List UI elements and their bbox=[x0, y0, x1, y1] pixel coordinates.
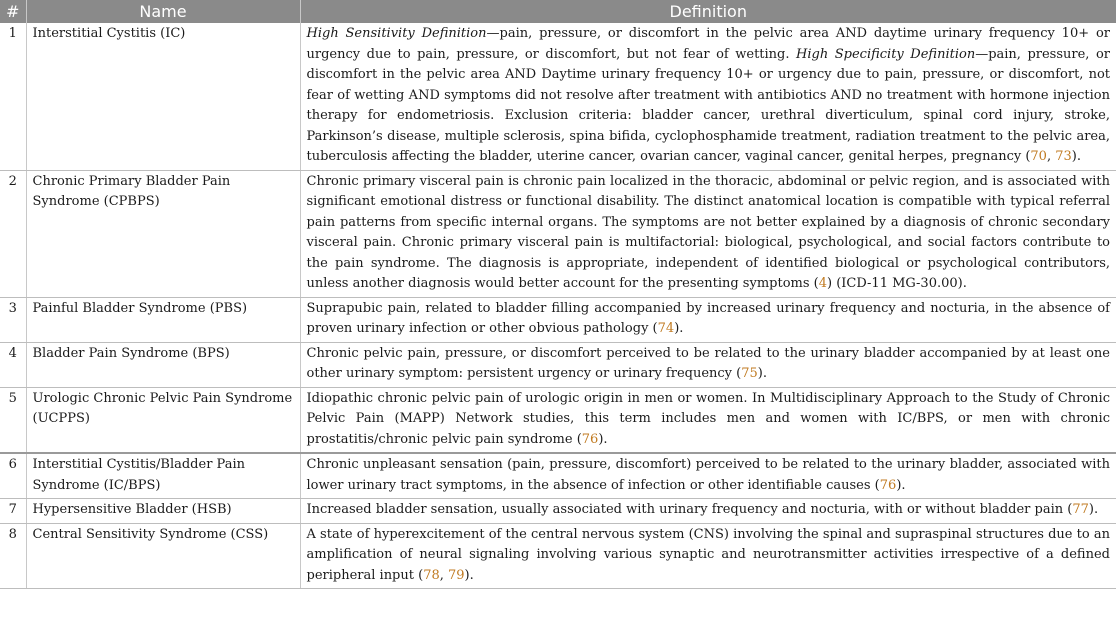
definition-text: Chronic primary visceral pain is chronic pain localized in the thoracic, abdominal or pelvic region, and is associated with significant emotional distress or functional disability. The distinct anatomical location is compatible with typical referral pain patterns from specific internal organs. The symptoms are not better explained by a diagnosis of chronic secondary visceral pain. Chronic primary visceral pain is multifactorial: biological, psychological, and social factors contribute to the pain syndrome. The diagnosis is appropriate, independent of identified biological or psychological contributors, unless another diagnosis would better account for the presenting symptoms ( bbox=[306, 173, 1110, 291]
term-definition bbox=[300, 23, 1116, 170]
row-number: 2 bbox=[0, 170, 26, 297]
header-definition: Definition bbox=[300, 0, 1116, 23]
table-row bbox=[0, 499, 1116, 524]
table-row bbox=[0, 170, 1116, 297]
reference-link[interactable]: 77 bbox=[1072, 502, 1089, 517]
row-number: 3 bbox=[0, 297, 26, 342]
definition-text: A state of hyperexcitement of the central nervous system (CNS) involving the spinal and supraspinal structures due to an amplification of neural signaling involving various synaptic and neurotransmitter activities irrespective of a defined peripheral input ( bbox=[306, 526, 1110, 583]
term-definition bbox=[300, 387, 1116, 453]
definition-text: —pain, pressure, or discomfort in the pelvic area AND Daytime urinary frequency 10+ or urgency due to pain, pressure, or discomfort, not fear of wetting AND symptoms did not resolve after treatment with antibiotics AND no treatment with hormone injection therapy for endometriosis. Exclusion criteria: bladder cancer, urethral diverticulum, spinal cord injury, stroke, Parkinson’s disease, multiple sclerosis, spina bifida, cyclophosphamide treatment, radiation treatment to the pelvic area, tuberculosis affecting the bladder, uterine cancer, ovarian cancer, vaginal cancer, genital herpes, pregnancy ( bbox=[306, 46, 1111, 164]
definition-tail: ). bbox=[674, 321, 684, 336]
definition-tail: ). bbox=[1088, 502, 1099, 517]
reference-link[interactable]: 76 bbox=[879, 477, 897, 493]
row-number: 8 bbox=[0, 523, 26, 589]
reference-link[interactable]: 70 bbox=[1030, 149, 1047, 164]
definition-text: Increased bladder sensation, usually associated with urinary frequency and nocturia, with or without bladder pain ( bbox=[306, 502, 1073, 517]
term-name: Interstitial Cystitis/Bladder Pain Syndrome (IC/BPS) bbox=[26, 453, 300, 499]
reference-link[interactable]: 79 bbox=[448, 567, 465, 583]
term-definition bbox=[300, 523, 1116, 589]
reference-link[interactable]: 78 bbox=[423, 567, 440, 583]
row-number: 4 bbox=[0, 342, 26, 387]
reference-link[interactable]: 75 bbox=[741, 366, 758, 381]
separator: , bbox=[439, 567, 448, 583]
term-name: Central Sensitivity Syndrome (CSS) bbox=[26, 523, 300, 589]
term-name: Bladder Pain Syndrome (BPS) bbox=[26, 342, 300, 387]
definition-text: Idiopathic chronic pelvic pain of urologic origin in men or women. In Multidisciplinary Approach to the Study of Chronic Pelvic Pain (MAPP) Network studies, this term includes men and women with IC/BPS, or men with chronic prostatitis/chronic pelvic pain syndrome ( bbox=[306, 390, 1110, 447]
term-name: Chronic Primary Bladder Pain Syndrome (CPBPS) bbox=[26, 170, 300, 297]
definition-tail: ). bbox=[598, 431, 608, 447]
term-name: Interstitial Cystitis (IC) bbox=[26, 23, 300, 170]
table-row bbox=[0, 23, 1116, 170]
term-definition bbox=[300, 499, 1116, 524]
row-number: 7 bbox=[0, 499, 26, 524]
term-definition bbox=[300, 453, 1116, 499]
header-row bbox=[0, 0, 1116, 23]
definition-text: Suprapubic pain, related to bladder filling accompanied by increased urinary frequency and nocturia, in the absence of proven urinary infection or other obvious pathology ( bbox=[306, 300, 1110, 336]
definition-text: Chronic pelvic pain, pressure, or discomfort perceived to be related to the urinary bladder accompanied by at least one other urinary symptom: persistent urgency or urinary frequency ( bbox=[306, 345, 1110, 381]
table-row bbox=[0, 523, 1116, 589]
term-definition bbox=[300, 170, 1116, 297]
table-row bbox=[0, 453, 1116, 499]
row-number: 6 bbox=[0, 453, 26, 499]
high-specificity-label: High Specificity Definition bbox=[796, 46, 976, 62]
table-row bbox=[0, 342, 1116, 387]
row-number: 1 bbox=[0, 23, 26, 170]
term-definition bbox=[300, 342, 1116, 387]
definition-tail: ). bbox=[464, 567, 474, 583]
definition-tail: ). bbox=[896, 477, 906, 493]
high-sensitivity-label: High Sensitivity Definition bbox=[306, 26, 487, 41]
reference-link[interactable]: 4 bbox=[818, 276, 828, 291]
header-name: Name bbox=[26, 0, 300, 23]
reference-link[interactable]: 74 bbox=[657, 321, 675, 336]
definition-text: Chronic unpleasant sensation (pain, pressure, discomfort) perceived to be related to the urinary bladder, associated with lower urinary tract symptoms, in the absence of infection or other identifiable causes ( bbox=[306, 457, 1110, 493]
definition-text: —pain, pressure, or discomfort in the pelvic area AND daytime urinary frequency 10+ or urgency due to pain, pressure, or discomfort, but not fear of wetting. bbox=[306, 26, 1110, 62]
term-name: Painful Bladder Syndrome (PBS) bbox=[26, 297, 300, 342]
term-definition bbox=[300, 297, 1116, 342]
definition-tail: ). bbox=[757, 366, 767, 381]
reference-link[interactable]: 76 bbox=[581, 431, 599, 447]
header-num: # bbox=[0, 0, 26, 23]
table-row bbox=[0, 387, 1116, 453]
definition-tail: ). bbox=[1071, 149, 1081, 164]
term-name: Urologic Chronic Pelvic Pain Syndrome (UCPPS) bbox=[26, 387, 300, 453]
reference-link[interactable]: 73 bbox=[1055, 149, 1072, 164]
row-number: 5 bbox=[0, 387, 26, 453]
definition-tail: ) (ICD-11 MG-30.00). bbox=[827, 276, 967, 291]
term-name: Hypersensitive Bladder (HSB) bbox=[26, 499, 300, 524]
table-row bbox=[0, 297, 1116, 342]
separator: , bbox=[1046, 149, 1056, 164]
